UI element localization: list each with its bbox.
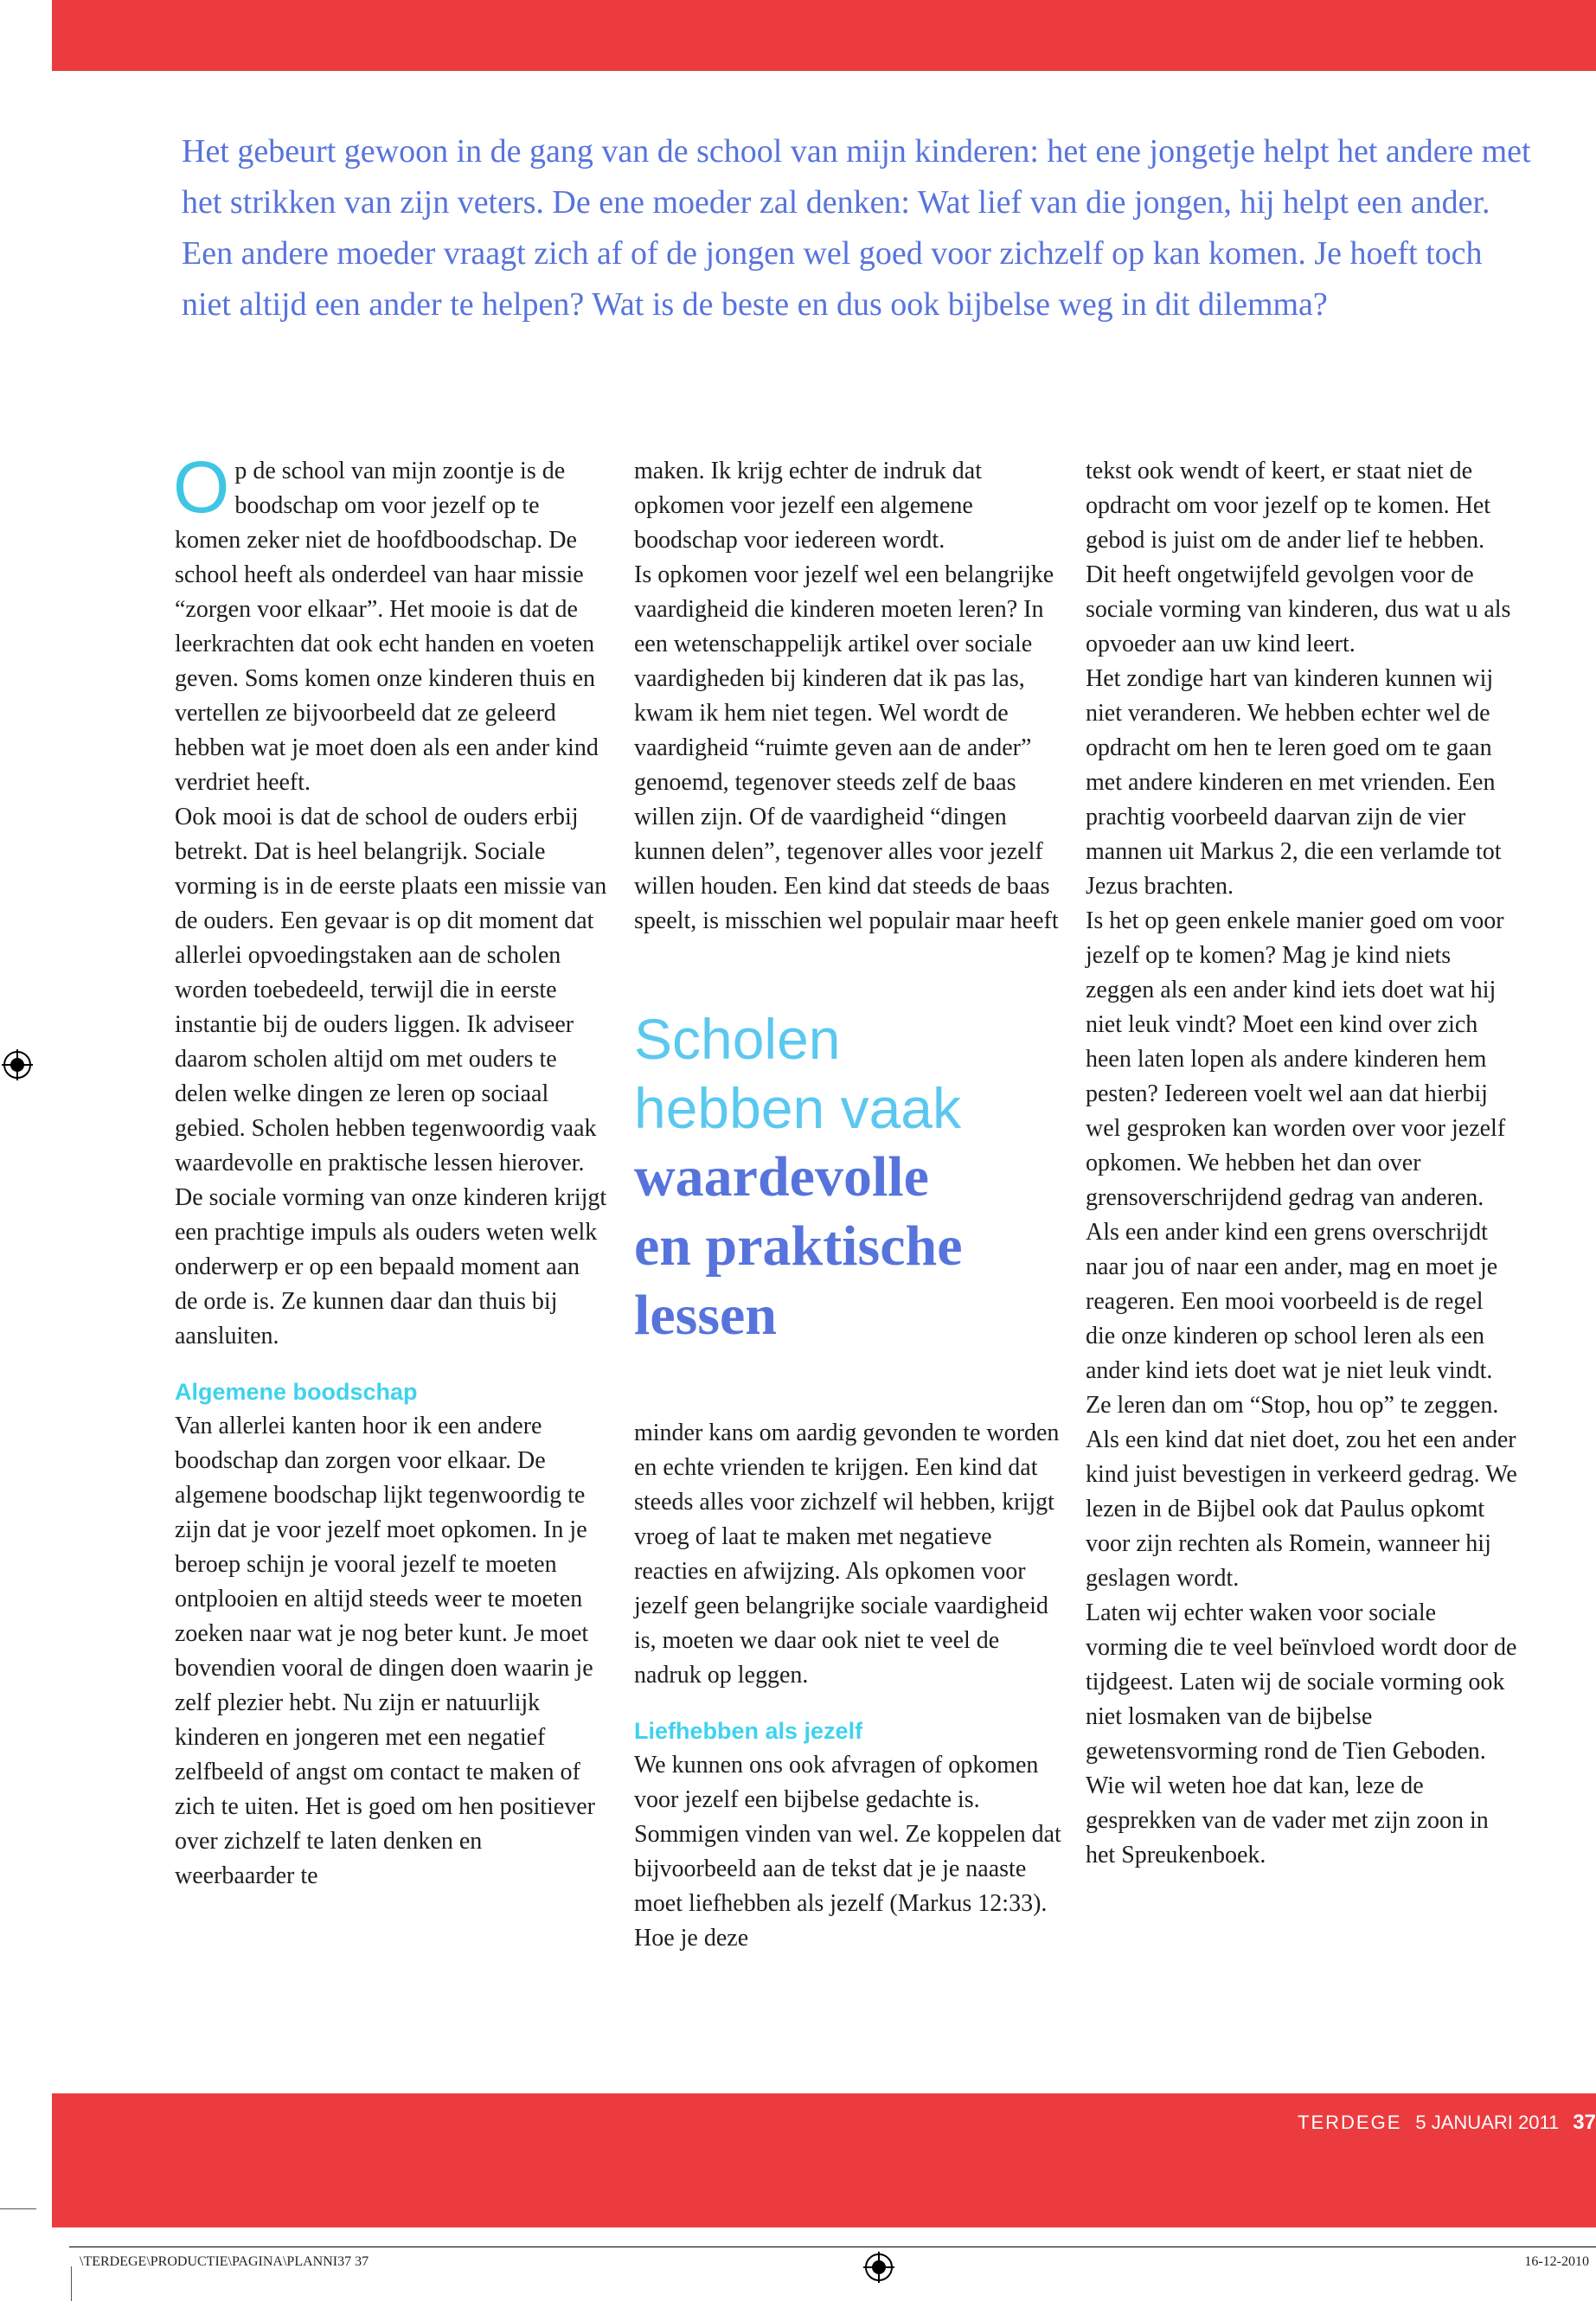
bottom-color-band (52, 2093, 1596, 2227)
pull-quote-line: waardevolle (634, 1145, 929, 1208)
pull-quote-line: hebben vaak (634, 1076, 961, 1140)
crop-mark (71, 2266, 72, 2301)
paragraph: minder kans om aardig gevonden te worden en echte vrienden te krijgen. Een kind dat steeds alles voor zichzelf wil hebben, krijgt vroeg of laat te maken met negatieve reacties en afwijzing. Als opkomen voor jezelf geen belangrijke sociale vaardigheid is, moeten we daar ook niet te veel de nadruk op leggen. (634, 1420, 1060, 1689)
intro-paragraph: Het gebeurt gewoon in de gang van de school van mijn kinderen: het ene jongetje helpt het andere met het strikken van zijn veters. De ene moeder zal denken: Wat lief van die jongen, hij helpt een ander. Een andere moeder vraagt zich af of de jongen wel goed voor zichzelf op kan komen. Je hoeft toch niet altijd een ander te helpen? Wat is de beste en dus ook bijbelse weg in dit dilemma? (182, 133, 1531, 323)
page-footer (1298, 2111, 1596, 2135)
paragraph: maken. Ik krijg echter de indruk dat opkomen voor jezelf een algemene boodschap voor iedereen wordt. (634, 458, 982, 554)
registration-mark-icon (863, 2252, 894, 2283)
pull-quote-line: Scholen (634, 1007, 841, 1071)
paragraph: tekst ook wendt of keert, er staat niet de opdracht om voor jezelf op te komen. Het gebod is juist om de ander lief te hebben. Dit heeft ongetwijfeld gevolgen voor de sociale vorming van kinderen, dus wat u als opvoeder aan uw kind leert. (1086, 458, 1511, 657)
paragraph: Het zondige hart van kinderen kunnen wij niet veranderen. We hebben echter wel de opdracht om hen te leren goed om te gaan met andere kinderen en met vrienden. Een prachtig voorbeeld daarvan zijn de vier mannen uit Markus 2, die een verlamde tot Jezus brachten. (1086, 665, 1502, 900)
paragraph: Is opkomen voor jezelf wel een belangrijke vaardigheid die kinderen moeten leren? In een wetenschappelijk artikel over sociale vaardigheden bij kinderen dat ik pas las, kwam ik hem niet tegen. Wel wordt de vaardigheid “ruimte geven aan de ander” genoemd, tegenover steeds zelf de baas willen zijn. Of de vaardigheid “dingen kunnen delen”, tegenover alles voor jezelf willen houden. Een kind dat steeds de baas speelt, is misschien wel populair maar heeft (634, 561, 1059, 934)
pull-quote (634, 1004, 1067, 1350)
drop-cap: O (173, 446, 230, 528)
print-slug-date: 16-12-2010 (1524, 2254, 1589, 2269)
paragraph (173, 446, 607, 800)
subheading: Liefhebben als jezelf (634, 1718, 863, 1744)
paragraph: Van allerlei kanten hoor ik een andere boodschap dan zorgen voor elkaar. De algemene boodschap lijkt tegenwoordig te zijn dat je voor jezelf moet opkomen. In je beroep schijn je vooral jezelf te moeten ontplooien en altijd steeds weer te moeten zoeken naar wat je nog beter kunt. Je moet bovendien vooral de dingen doen waarin je zelf plezier hebt. Nu zijn er natuurlijk kinderen en jongeren met een negatief zelfbeeld of angst om contact te maken of zich te uiten. Het is goed om hen positiever over zichzelf te laten denken en weerbaarder te (175, 1413, 595, 1889)
paragraph: Ook mooi is dat de school de ouders erbij betrekt. Dat is heel belangrijk. Sociale vorming is in de eerste plaats een missie van de ouders. Een gevaar is op dit moment dat allerlei opvoedingstaken aan de scholen worden toebedeeld, terwijl die in eerste instantie bij de ouders liggen. Ik adviseer daarom scholen altijd om met ouders te delen welke dingen ze leren op sociaal gebied. Scholen hebben tegenwoordig vaak waardevolle en praktische lessen hierover. De sociale vorming van onze kinderen krijgt een prachtige impuls als ouders weten welk onderwerp er op een bepaald moment aan de orde is. Ze kunnen daar dan thuis bij aansluiten. (175, 804, 607, 1349)
article-column-2 (634, 454, 1067, 1956)
page-number: 37 (1573, 2111, 1596, 2134)
pull-quote-line: lessen (634, 1284, 777, 1347)
print-slug-path: \TERDEGE\PRODUCTIE\PAGINA\PLANNI37 37 (80, 2254, 369, 2269)
article-column-3 (1086, 454, 1518, 1873)
magazine-name: TERDEGE (1298, 2112, 1402, 2133)
paragraph-text: p de school van mijn zoontje is de boodschap om voor jezelf op te komen zeker niet de hoofdboodschap. De school heeft als onderdeel van haar missie “zorgen voor elkaar”. Het mooie is dat de leerkrachten dat ook echt handen en voeten geven. Soms komen onze kinderen thuis en vertellen ze bijvoorbeeld dat ze geleerd hebben wat je moet doen als een ander kind verdriet heeft. (175, 458, 599, 796)
paragraph: We kunnen ons ook afvragen of opkomen voor jezelf een bijbelse gedachte is. Sommigen vinden van wel. Ze koppelen dat bijvoorbeeld aan de tekst dat je je naaste moet liefhebben als jezelf (Markus 12:33). Hoe je deze (634, 1752, 1061, 1952)
pull-quote-line: en praktische (634, 1215, 963, 1278)
paragraph: Is het op geen enkele manier goed om voor jezelf op te komen? Mag je kind niets zeggen als een ander kind iets doet wat hij niet leuk vindt? Moet een kind over zich heen laten lopen als andere kinderen hem pesten? Iedereen voelt wel aan dat hierbij wel gesproken kan worden over voor jezelf opkomen. We hebben het dan over grensoverschrijdend gedrag van anderen. Als een ander kind een grens overschrijdt naar jou of naar een ander, mag en moet je reageren. Een mooi voorbeeld is de regel die onze kinderen op school leren als een ander kind iets doet wat je niet leuk vindt. Ze leren dan om “Stop, hou op” te zeggen. Als een kind dat niet doet, zou het een ander kind juist bevestigen in verkeerd gedrag. We lezen in de Bijbel ook dat Paulus opkomt voor zijn rechten als Romein, wanneer hij geslagen wordt. (1086, 907, 1517, 1592)
subheading: Algemene boodschap (175, 1379, 418, 1405)
top-color-band (52, 0, 1596, 71)
issue-date: 5 JANUARI 2011 (1415, 2112, 1560, 2133)
crop-mark (0, 2208, 36, 2209)
registration-mark-icon (2, 1049, 33, 1080)
article-column-1 (173, 446, 607, 1894)
paragraph: Laten wij echter waken voor sociale vorming die te veel beïnvloed wordt door de tijdgeest. Laten wij de sociale vorming ook niet losmaken van de bijbelse gewetensvorming rond de Tien Geboden. Wie wil weten hoe dat kan, leze de gesprekken van de vader met zijn zoon in het Spreukenboek. (1086, 1599, 1517, 1868)
intro-text (182, 126, 1531, 330)
